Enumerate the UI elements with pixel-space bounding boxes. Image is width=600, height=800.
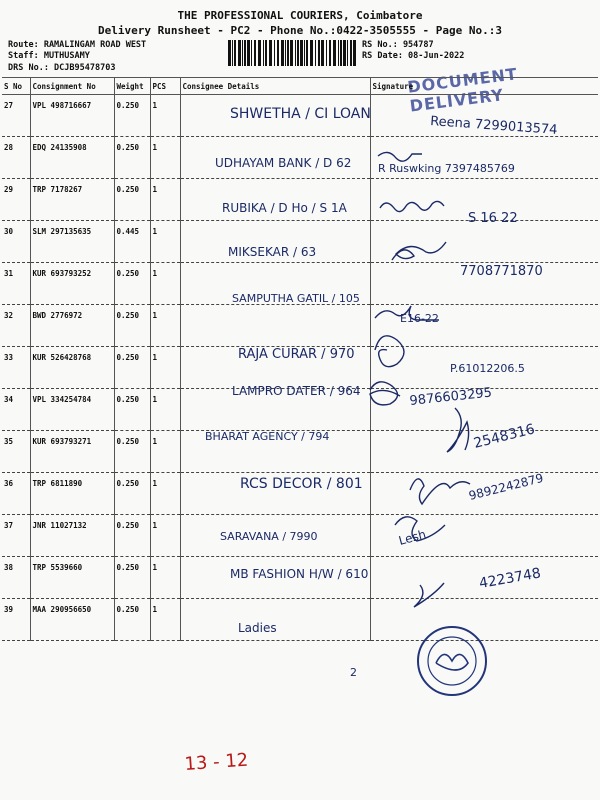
barcode-bar	[238, 40, 241, 66]
barcode-bar	[306, 40, 308, 66]
cell-sno: 36	[2, 473, 30, 515]
col-consignment: Consignment No	[30, 78, 114, 95]
cell-sno: 35	[2, 431, 30, 473]
barcode-bar	[258, 40, 261, 66]
cell-sno: 30	[2, 221, 30, 263]
runsheet-table	[2, 77, 598, 641]
cell-pcs: 1	[150, 263, 180, 305]
cell-pcs: 1	[150, 347, 180, 389]
barcode-bar	[343, 40, 346, 66]
table-row	[2, 305, 598, 347]
hw-consignee-34: BHARAT AGENCY / 794	[205, 430, 330, 443]
cell-consignment: SLM 297135635	[30, 221, 114, 263]
cell-signature	[370, 557, 598, 599]
rs-number: RS No.: 954787	[362, 40, 434, 50]
cell-weight: 0.250	[114, 179, 150, 221]
cell-pcs: 1	[150, 137, 180, 179]
hw-consignee-35: RCS DECOR / 801	[240, 476, 363, 492]
barcode-bar	[318, 40, 320, 66]
barcode-bar	[326, 40, 327, 66]
cell-sno: 28	[2, 137, 30, 179]
cell-consignee	[180, 137, 370, 179]
barcode-bar	[290, 40, 293, 66]
table-row	[2, 431, 598, 473]
table-row	[2, 515, 598, 557]
hw-signature-37: 4223748	[477, 565, 543, 592]
barcode-bar	[297, 40, 299, 66]
hw-signature-30: 7708771870	[460, 264, 543, 279]
cell-sno: 34	[2, 389, 30, 431]
barcode-bar	[244, 40, 246, 66]
route-label: Route: RAMALINGAM ROAD WEST	[8, 40, 147, 50]
cell-pcs: 1	[150, 179, 180, 221]
hw-signature-28: R Ruswking 7397485769	[378, 162, 515, 175]
cell-weight: 0.250	[114, 137, 150, 179]
cell-pcs: 1	[150, 599, 180, 641]
hw-consignee-36: SARAVANA / 7990	[220, 530, 318, 543]
cell-consignment: TRP 6811890	[30, 473, 114, 515]
cell-pcs: 1	[150, 515, 180, 557]
cell-consignee	[180, 473, 370, 515]
barcode-bar	[265, 40, 267, 66]
footer-note: 13 - 12	[183, 749, 249, 775]
barcode-bar	[251, 40, 252, 66]
hw-signature-34: 2548316	[472, 421, 537, 452]
cell-weight: 0.250	[114, 389, 150, 431]
cell-consignment: TRP 7178267	[30, 179, 114, 221]
hw-signature-35: 9892242879	[467, 470, 545, 503]
cell-consignee	[180, 389, 370, 431]
cell-sno: 33	[2, 347, 30, 389]
cell-signature	[370, 221, 598, 263]
barcode	[228, 40, 356, 66]
hw-consignee-30: MIKSEKAR / 63	[228, 245, 317, 259]
table-row	[2, 95, 598, 137]
cell-consignment: MAA 290956650	[30, 599, 114, 641]
col-weight: Weight	[114, 78, 150, 95]
barcode-bar	[269, 40, 272, 66]
barcode-bar	[333, 40, 336, 66]
cell-pcs: 1	[150, 95, 180, 137]
hw-consignee-37: MB FASHION H/W / 610	[230, 567, 369, 581]
hw-consignee-33: LAMPRO DATER / 964	[232, 384, 361, 398]
hw-consignee-31: SAMPUTHA GATIL / 105	[232, 292, 360, 305]
col-sno: S No	[2, 78, 30, 95]
hw-signature-29: S 16 22	[468, 211, 518, 226]
cell-weight: 0.250	[114, 347, 150, 389]
cell-consignment: JNR 11027132	[30, 515, 114, 557]
table-row	[2, 473, 598, 515]
cell-consignee	[180, 515, 370, 557]
barcode-bar	[338, 40, 339, 66]
cell-signature	[370, 347, 598, 389]
hw-consignee-27: SHWETHA / CI LOAN	[230, 106, 371, 122]
drs-number: DRS No.: DCJB95478703	[8, 63, 116, 73]
staff-label: Staff: MUTHUSAMY	[8, 51, 90, 61]
cell-sno: 38	[2, 557, 30, 599]
cell-consignee	[180, 599, 370, 641]
hw-consignee-32: RAJA CURAR / 970	[238, 347, 355, 362]
barcode-bar	[329, 40, 331, 66]
barcode-bar	[295, 40, 296, 66]
table-row	[2, 179, 598, 221]
cell-sno: 29	[2, 179, 30, 221]
cell-consignment: KUR 693793271	[30, 431, 114, 473]
cell-weight: 0.250	[114, 473, 150, 515]
cell-weight: 0.250	[114, 557, 150, 599]
cell-consignee	[180, 557, 370, 599]
barcode-bar	[304, 40, 305, 66]
barcode-bar	[263, 40, 264, 66]
table-row	[2, 221, 598, 263]
hw-signature-31: E16-22	[400, 312, 439, 325]
barcode-bar	[315, 40, 316, 66]
hw-signature-32: P.61012206.5	[450, 362, 525, 375]
document-delivery-stamp: DOCUMENT DELIVERY	[406, 64, 519, 116]
cell-signature	[370, 389, 598, 431]
runsheet-title: Delivery Runsheet - PC2 - Phone No.:0422-3505555 - Page No.:3	[98, 24, 502, 37]
barcode-bar	[285, 40, 286, 66]
barcode-bar	[228, 40, 231, 66]
col-pcs: PCS	[150, 78, 180, 95]
table-row	[2, 263, 598, 305]
barcode-bar	[242, 40, 243, 66]
cell-signature	[370, 95, 598, 137]
barcode-bar	[347, 40, 348, 66]
hw-consignee-29: RUBIKA / D Ho / S 1A	[222, 201, 347, 215]
col-consignee: Consignee Details	[180, 78, 370, 95]
hw-consignee-28: UDHAYAM BANK / D 62	[215, 156, 352, 170]
cell-weight: 0.445	[114, 221, 150, 263]
table-row	[2, 347, 598, 389]
barcode-bar	[350, 40, 352, 66]
table-row	[2, 389, 598, 431]
cell-signature	[370, 599, 598, 641]
cell-sno: 27	[2, 95, 30, 137]
cell-consignee	[180, 263, 370, 305]
hw-signature-33: 9876603295	[408, 385, 493, 409]
cell-signature	[370, 470, 598, 515]
cell-consignment: VPL 334254784	[30, 389, 114, 431]
cell-pcs: 1	[150, 557, 180, 599]
barcode-bar	[300, 40, 303, 66]
cell-signature	[370, 179, 598, 221]
cell-sno: 39	[2, 599, 30, 641]
cell-consignee	[180, 347, 370, 389]
table-header-row	[2, 78, 598, 95]
barcode-bar	[281, 40, 284, 66]
barcode-bar	[234, 40, 236, 66]
barcode-bar	[340, 40, 342, 66]
cell-weight: 0.250	[114, 95, 150, 137]
cell-sno: 31	[2, 263, 30, 305]
barcode-bar	[287, 40, 289, 66]
barcode-bar	[277, 40, 279, 66]
cell-consignee	[180, 221, 370, 263]
barcode-bar	[247, 40, 250, 66]
cell-pcs: 1	[150, 389, 180, 431]
cell-weight: 0.250	[114, 305, 150, 347]
cell-consignee	[180, 431, 370, 473]
cell-signature	[370, 263, 598, 305]
cell-weight: 0.250	[114, 263, 150, 305]
barcode-bar	[321, 40, 324, 66]
cell-signature	[370, 137, 598, 179]
table-row	[2, 137, 598, 179]
barcode-bar	[310, 40, 313, 66]
cell-sno: 37	[2, 515, 30, 557]
cell-consignment: KUR 693793252	[30, 263, 114, 305]
cell-consignment: EDQ 24135908	[30, 137, 114, 179]
barcode-bar	[353, 40, 356, 66]
cell-signature	[370, 515, 598, 557]
cell-consignment: TRP 5539660	[30, 557, 114, 599]
cell-pcs: 1	[150, 431, 180, 473]
cell-consignee	[180, 95, 370, 137]
cell-consignee	[180, 179, 370, 221]
cell-pcs: 1	[150, 305, 180, 347]
table-row	[2, 557, 598, 599]
barcode-bar	[274, 40, 275, 66]
cell-consignment: VPL 498716667	[30, 95, 114, 137]
cell-pcs: 1	[150, 473, 180, 515]
cell-weight: 0.250	[114, 515, 150, 557]
cell-consignment: BWD 2776972	[30, 305, 114, 347]
cell-weight: 0.250	[114, 599, 150, 641]
hw-signature-36: Lesh	[397, 527, 428, 548]
cell-consignee	[180, 305, 370, 347]
cell-consignment: KUR 526428768	[30, 347, 114, 389]
cell-signature	[370, 305, 598, 347]
cell-signature	[370, 431, 598, 473]
col-signature: Signature	[370, 78, 598, 95]
barcode-bar	[232, 40, 233, 66]
hw-consignee-39: 2	[350, 666, 357, 679]
cell-weight: 0.250	[114, 431, 150, 473]
cell-pcs: 1	[150, 221, 180, 263]
cell-sno: 32	[2, 305, 30, 347]
hw-consignee-38: Ladies	[238, 621, 277, 635]
company-title: THE PROFESSIONAL COURIERS, Coimbatore	[177, 9, 423, 22]
hw-signature-27: Reena 7299013574	[429, 114, 558, 138]
barcode-bar	[254, 40, 256, 66]
table-row	[2, 599, 598, 641]
rs-date: RS Date: 08-Jun-2022	[362, 51, 465, 61]
